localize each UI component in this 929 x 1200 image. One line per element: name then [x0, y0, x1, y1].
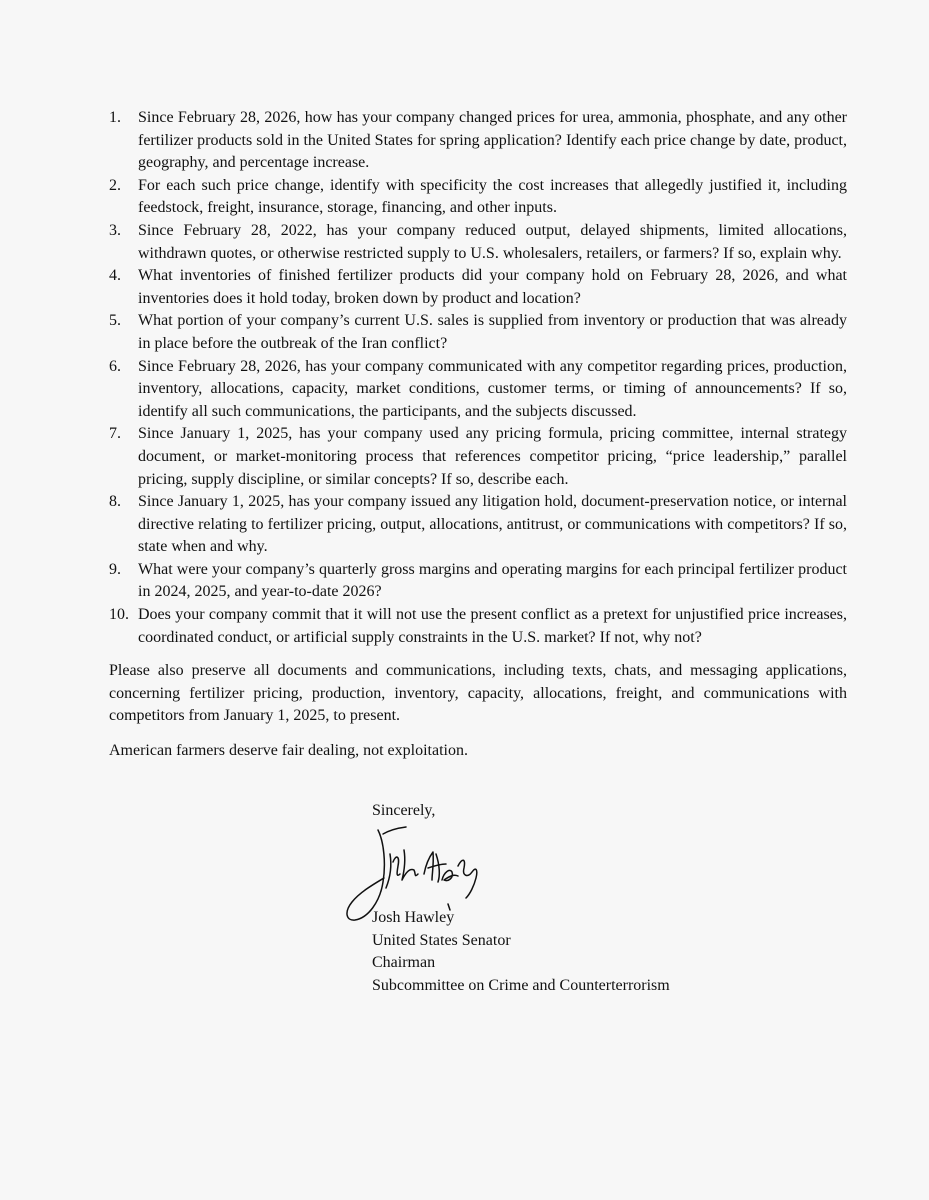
- question-number: 9.: [109, 560, 121, 578]
- question-number: 8.: [109, 493, 121, 511]
- question-item: [109, 220, 847, 265]
- signatory-committee: Subcommittee on Crime and Counterterrorism: [372, 976, 670, 994]
- question-text: Since February 28, 2026, has your company communicated with any competitor regarding prices, production, inventory, allocations, capacity, market conditions, customer terms, or timing of announcements? If so, identify all such communications, the participants, and the subjects discussed.: [138, 357, 847, 420]
- question-item: [109, 604, 847, 649]
- question-number: 7.: [109, 425, 121, 443]
- question-item: [109, 491, 847, 559]
- question-item: [109, 175, 847, 220]
- question-number: 3.: [109, 221, 121, 239]
- question-text: Since February 28, 2022, has your company reduced output, delayed shipments, limited allocations, withdrawn quotes, or otherwise restricted supply to U.S. wholesalers, retailers, or farmers? If so, explain why.: [138, 221, 847, 262]
- question-number: 5.: [109, 312, 121, 330]
- question-number: 2.: [109, 176, 121, 194]
- question-item: [109, 265, 847, 310]
- question-text: Does your company commit that it will not use the present conflict as a pretext for unjustified price increases, coordinated conduct, or artificial supply constraints in the U.S. market? If not, why not?: [138, 606, 847, 646]
- closing-statement: American farmers deserve fair dealing, not exploitation.: [109, 742, 468, 759]
- question-number: 4.: [109, 267, 121, 285]
- signatory-role: Chairman: [372, 954, 436, 972]
- question-text: Since February 28, 2026, how has your company changed prices for urea, ammonia, phosphate, and any other fertilizer products sold in the United States for spring application? Identify each price change by date, product, geography, and percentage increase.: [138, 109, 847, 172]
- question-item: [109, 310, 847, 355]
- question-text: Since January 1, 2025, has your company issued any litigation hold, document-preservation notice, or internal directive relating to fertilizer pricing, output, allocations, antitrust, or communications with competitors? If so, state when and why.: [138, 493, 847, 556]
- signatory-name: Josh Hawley: [372, 909, 455, 926]
- question-item: [109, 107, 847, 175]
- question-text: What portion of your company’s current U.S. sales is supplied from inventory or production that was already in place before the outbreak of the Iran conflict?: [138, 312, 847, 352]
- question-text: What were your company’s quarterly gross margins and operating margins for each principal fertilizer product in 2024, 2025, and year-to-date 2026?: [138, 560, 847, 601]
- question-text: For each such price change, identify with specificity the cost increases that allegedly justified it, including feedstock, freight, insurance, storage, financing, and other inputs.: [138, 176, 847, 217]
- question-item: [109, 559, 847, 604]
- question-item: [109, 423, 847, 491]
- signatory-title: United States Senator: [372, 931, 511, 949]
- question-number: 6.: [109, 357, 121, 375]
- question-list: [109, 107, 847, 649]
- question-text: Since January 1, 2025, has your company used any pricing formula, pricing committee, internal strategy document, or market-monitoring process that references competitor pricing, “price leadership,” parallel pricing, supply discipline, or similar concepts? If so, describe each.: [138, 425, 847, 488]
- question-number: 10.: [109, 606, 129, 624]
- question-item: [109, 356, 847, 424]
- preservation-paragraph: Please also preserve all documents and communications, including texts, chats, and messaging applications, concerning fertilizer pricing, production, inventory, capacity, allocations, freight, and communications with competitors from January 1, 2025, to present.: [109, 662, 847, 725]
- question-text: What inventories of finished fertilizer products did your company hold on February 28, 2026, and what inventories does it hold today, broken down by product and location?: [138, 267, 847, 307]
- signatory-details: [372, 907, 670, 997]
- question-number: 1.: [109, 109, 121, 126]
- sign-off: Sincerely,: [372, 802, 436, 819]
